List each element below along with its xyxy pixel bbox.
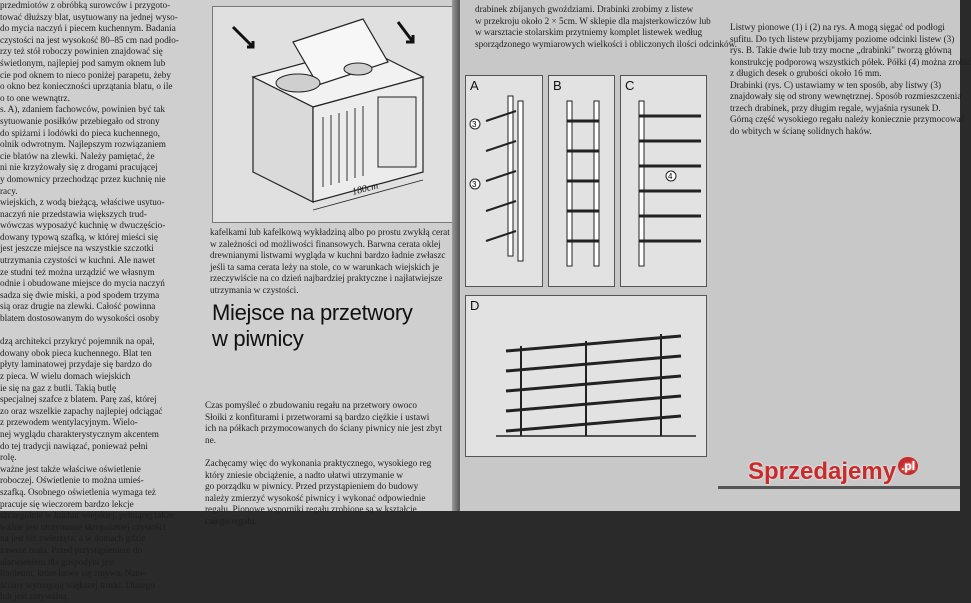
text-line: linoleum, które łatwo się zmywa. Nato- (0, 568, 146, 579)
text-line: Czas pomyśleć o zbudowaniu regału na przetwory owoco (205, 400, 418, 410)
text-line: dowany obok pieca kuchennego. Blat ten (0, 347, 152, 358)
text-line: lub jest zmywalną. (0, 591, 70, 602)
sprzedajemy-watermark (748, 458, 918, 486)
text-line: czystości na jest wysokość 80–85 cm nad podło- (0, 34, 179, 45)
text-line: Górną część wysokiego regału należy koniecznie przymocować (730, 114, 965, 124)
text-line: z przewodem wentylacyjnym. Wielo- (0, 417, 138, 428)
text-line: rzeczywiście na co dzień najbardziej praktyczne i najłatwiejsze (210, 273, 443, 284)
text-line: drabinek zbijanych gwoździami. Drabinki zrobimy z listew (475, 4, 694, 14)
text-line: rzy też stół roboczy powinien znajdować się (0, 46, 163, 57)
callout-a-3: 3 (472, 120, 477, 129)
text-line: ważne jest utrzymanie skrupulatnej czystości (0, 521, 166, 532)
kitchen-cabinet-drawing (213, 7, 453, 222)
text-line: specjalnej szafce z blatem. Parę zaś, której (0, 394, 157, 405)
section-heading (212, 300, 452, 352)
kitchen-cabinet-illustration (212, 6, 454, 223)
left-text-column (0, 0, 205, 603)
text-line: sadza się dwie miski, a pod spodem trzyma (0, 289, 160, 300)
text-line: s. A), zdaniem fachowców, powinien być tak (0, 104, 165, 115)
right-text-column (730, 22, 971, 137)
text-line: do wbitych w ścianę solidnych haków. (730, 125, 872, 136)
right-mid-text-column (475, 4, 737, 50)
text-line (0, 325, 205, 337)
text-line: kafelkami lub kafelkową wykładziną albo po prostu zwykłą cerat (210, 227, 450, 237)
text-line: na jest też zwierzęta, a w domach gdzie (0, 533, 146, 544)
ladder-diagram-a (466, 76, 542, 286)
ladder-diagram-b (549, 76, 614, 286)
watermark-badge: .pl (898, 457, 918, 475)
text-line: wiejskich, z wodą bieżącą, właściwe usytuo- (0, 197, 165, 208)
text-line: wówczas wyposażyć kuchnię w dwuczęścio- (0, 220, 166, 231)
text-line: tować dłuższy blat, usytuowany na jednej wyso- (0, 11, 178, 22)
diagram-panel-d (465, 295, 707, 457)
text-line: w zależności od możliwości finansowych. Barwna cerata oklej (210, 238, 441, 249)
panel-label-c: C (625, 78, 635, 93)
text-line: ie się na gaz z butli. Takią butlę (0, 382, 117, 393)
text-line: Drabinki (rys. C) ustawiamy w ten sposób, aby listwy (3) (730, 79, 942, 90)
text-line: płyty laminatowej przydaje się bardzo do (0, 359, 152, 370)
text-line: szafką. Osobnego oświetlenia wymaga też (0, 486, 156, 497)
text-line: ne. (205, 434, 216, 445)
text-line: o to one wewnątrz. (0, 92, 70, 103)
text-line: szczególnie w kuchni wiejskiej, pełniącej także (0, 510, 174, 521)
text-line: świetlonym, najlepiej pod samym oknem lub (0, 57, 166, 68)
text-line: do tej tradycji nawiązać, ponieważ pełni (0, 440, 148, 451)
text-line: ułatwieniem dla gospodyni jest (0, 556, 115, 567)
watermark-text: Sprzedajemy (748, 458, 897, 485)
heading-line-1: Miejsce na przetwory (212, 300, 413, 325)
text-line: sufitu. Do tych listew przybijamy poziome odcinki listew (3) (730, 33, 955, 44)
text-line: sytuowanie posiłków przebiegało od strony (0, 115, 160, 126)
left-page (0, 0, 460, 602)
diagram-panel-b (548, 75, 615, 287)
text-line: rys. B. Takie dwie lub trzy mocne „drabinki" tworzą główną (730, 45, 952, 55)
diagram-panel-c (620, 75, 707, 287)
panel-label-b: B (553, 78, 562, 93)
text-line: do mycia naczyń i piecem kuchennym. Badania (0, 23, 176, 34)
text-line: w przekroju około 2 × 5cm. W sklepie dla majsterkowiczów lub (475, 15, 711, 26)
callout-c-4: 4 (668, 172, 673, 181)
heading-line-2: w piwnicy (212, 326, 304, 351)
text-line: dzą architekci przykryć pojemnik na opał, (0, 336, 155, 347)
text-line: nej wyglądu charakterystycznym akcentem (0, 428, 159, 439)
text-line: zo oraz wszelkie zapachy najlepiej odciągać (0, 405, 163, 416)
text-line: należy zmierzyć wysokość piwnicy i wykonać odpowiednie (205, 492, 426, 503)
page-edge (718, 486, 960, 489)
text-line: przedmiotów z obróbką surowców i przygoto- (0, 0, 171, 10)
text-line: odnie i obudowane miejsce do mycia naczyń (0, 278, 165, 289)
text-line: cie blatów na zlewki. Należy pamiętać, że (0, 150, 155, 161)
text-line: olnik odwrotnym. Najlepszym rozwiązaniem (0, 139, 166, 150)
dimension-label: 180cm (350, 180, 380, 198)
text-line: który zniesie obciążenie, a nadto ułatwi utrzymanie w (205, 469, 403, 480)
text-line: dowany typową szafką, w której mieści się (0, 231, 158, 242)
text-line: z pieca. W wielu domach wiejskich (0, 371, 131, 381)
panel-label-a: A (470, 78, 479, 93)
text-line: pracuje się wieczorem bardzo lekcje (0, 498, 134, 509)
callout-a-3b: 3 (472, 180, 477, 189)
text-line: zawsze mała. Przed przystąpieniem do (0, 544, 143, 555)
text-line: ze studni też można urządzić we własnym (0, 266, 155, 277)
text-line: z długich desek o grubości około 16 mm. (730, 68, 882, 78)
text-line: regału. Pionowe wsporniki regału zrobione są w kształcie (205, 504, 417, 515)
panel-label-d: D (470, 298, 480, 313)
text-line: cie pod oknem to nieco poniżej parapetu, żeby (0, 69, 171, 80)
text-line: w warsztacie stolarskim przytniemy komplet listewek według (475, 27, 703, 37)
left-mid-text-column (210, 227, 460, 297)
text-line: ściany wymagają większej troski. Dlatego (0, 579, 155, 590)
text-line: utrzymania czystości w kuchni. Ale nawet (0, 255, 156, 266)
right-page (460, 0, 971, 511)
text-line: racy. (0, 185, 18, 196)
text-line: ich na półkach przymocowanych do ściany piwnicy nie jest zbyt (205, 423, 443, 434)
ladder-diagram-c (621, 76, 706, 286)
text-line: trzech drabinek, przy długim regale, wyjaśnia rysunek D. (730, 102, 941, 113)
text-line: konstrukcję podporową wszystkich półek. Półki (4) można zrobić (730, 56, 971, 67)
text-line: o okno bez konieczności uprzątania blatu, o ile (0, 81, 173, 92)
text-line: do spiżarni i lodówki do pieca kuchennego, (0, 127, 160, 138)
text-line: jest jeszcze miejsce na wszystkie szczotki (0, 243, 154, 254)
text-line: Słoiki z konfiturami i przetworami są bardzo ciężkie i ustawi (205, 411, 430, 422)
shelf-diagram-d (466, 296, 706, 456)
text-line: go porządku w piwnicy. Przed przystąpieniem do budowy (205, 481, 419, 492)
text-line: roboczej. Oświetlenie to można umieś- (0, 475, 144, 486)
text-line: sią oraz drugie na zlewki. Całość powinna (0, 301, 156, 312)
text-line: Listwy pionowe (1) i (2) na rys. A mogą sięgać od podłogi (730, 22, 945, 32)
diagram-panel-a (465, 75, 543, 287)
text-line: y domownicy przechodząc przez kuchnię nie (0, 173, 166, 184)
text-line: ni nie krzyżowały się z drogami pracującej (0, 162, 158, 173)
text-line: utrzymania w czystości. (210, 284, 299, 295)
text-line: blatem dostosowanym do wysokości osoby (0, 313, 160, 324)
text-line: sporządzonego wymiarowych wielkości i obliczonych ilości odcinków. (475, 38, 737, 49)
text-line: Zachęcamy więc do wykonania praktycznego, wysokiego reg (205, 457, 432, 468)
text-line: rolę. (0, 452, 17, 463)
text-line: drewnianymi listwami wygląda w kuchni bardzo ładnie zwłaszc (210, 250, 446, 261)
text-line: ważne jest także właściwe oświetlenie (0, 463, 141, 474)
text-line: jeśli ta sama cerata leży na stole, co w warunkach wiejskich je (210, 261, 440, 272)
text-line: całego regału. (205, 515, 257, 526)
text-line: znajdowały się od strony wewnętrznej. Sposób rozmieszczenia (730, 91, 962, 101)
left-lower-text-column (205, 400, 460, 528)
text-line (205, 446, 460, 458)
text-line: naczyń nie przedstawia większych trud- (0, 208, 147, 219)
